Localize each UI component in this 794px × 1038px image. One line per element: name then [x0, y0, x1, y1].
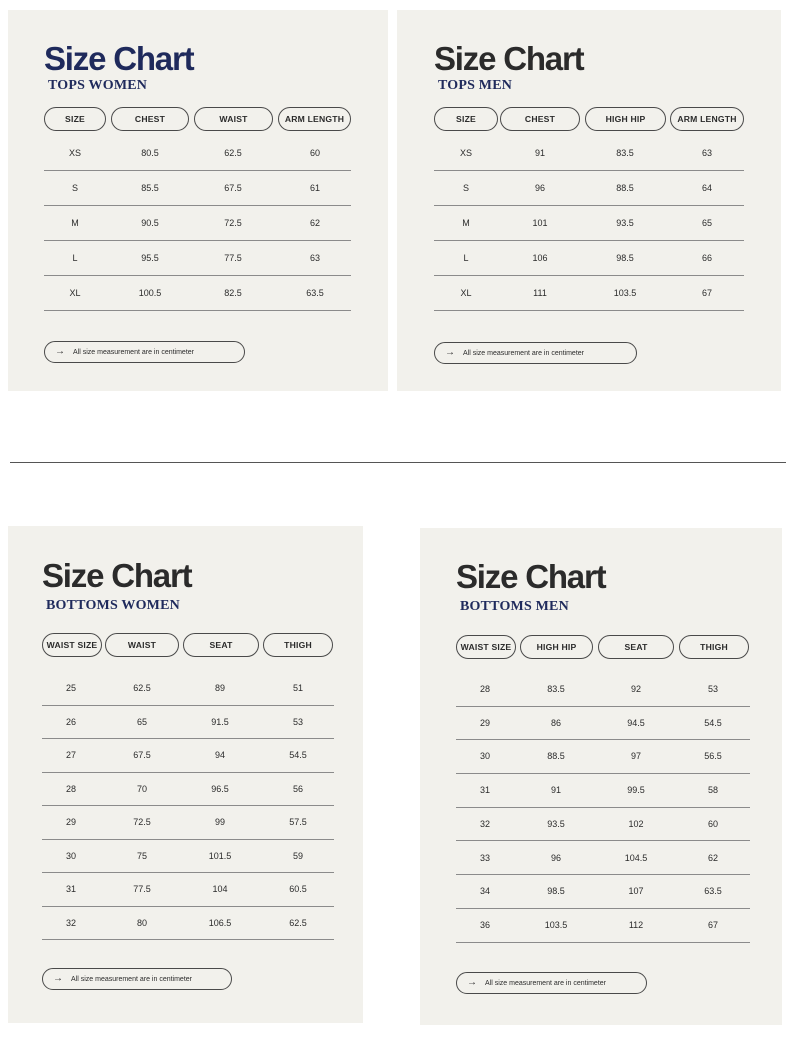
bottoms-men-card: [420, 528, 782, 1025]
table-cell: 63.5: [306, 288, 324, 298]
table-cell: 62: [309, 218, 321, 228]
table-cell: 34: [479, 886, 491, 897]
bottoms-women-header-waist: WAIST: [105, 633, 179, 657]
table-cell: 91: [534, 148, 546, 158]
tops-women-header-waist: WAIST: [194, 107, 273, 131]
table-row: [44, 206, 351, 241]
table-cell: 62: [707, 852, 719, 863]
table-cell: L: [72, 253, 78, 263]
table-cell: 60: [707, 818, 719, 829]
table-row: [44, 241, 351, 276]
table-row: [434, 136, 744, 171]
table-row: [456, 707, 750, 741]
row-divider: [456, 942, 750, 943]
table-cell: 32: [65, 917, 77, 928]
arrow-right-icon: →: [53, 973, 63, 984]
table-cell: 104.5: [624, 852, 648, 863]
bottoms-women-header-waist-size: WAIST SIZE: [42, 633, 102, 657]
bottoms-women-subtitle: BOTTOMS WOMEN: [46, 598, 180, 613]
table-cell: 98.5: [547, 886, 565, 897]
table-cell: 53: [292, 716, 304, 727]
table-cell: 29: [65, 817, 77, 827]
table-cell: 99.5: [627, 785, 645, 796]
table-cell: 83.5: [616, 148, 634, 158]
table-cell: 67: [701, 288, 713, 298]
bottoms-men-header-thigh: THIGH: [679, 635, 749, 659]
tops-men-subtitle: TOPS MEN: [438, 78, 513, 93]
unit-note-text: All size measurement are in centimeter: [463, 349, 584, 357]
table-row: [44, 276, 351, 311]
table-cell: 54.5: [289, 750, 307, 760]
table-cell: 103.5: [544, 919, 568, 930]
table-cell: 80.5: [141, 148, 159, 158]
table-cell: 91.5: [211, 716, 229, 727]
table-cell: XL: [69, 288, 81, 298]
table-cell: 51: [292, 683, 304, 693]
table-cell: 59: [292, 850, 304, 861]
table-cell: 96.5: [211, 783, 229, 794]
bottoms-women-unit-note: [42, 968, 232, 990]
table-cell: 93.5: [616, 218, 634, 228]
unit-note-text: All size measurement are in centimeter: [73, 348, 194, 356]
table-cell: 77.5: [224, 253, 242, 263]
section-divider: [10, 462, 786, 463]
table-cell: 65: [136, 716, 148, 727]
table-cell: 70: [136, 783, 148, 794]
table-cell: S: [71, 183, 79, 193]
table-cell: 102: [628, 818, 644, 829]
tops-women-header-size: SIZE: [44, 107, 106, 131]
bottoms-women-card: [8, 526, 363, 1023]
table-row: [434, 206, 744, 241]
table-cell: 63: [701, 148, 713, 158]
table-cell: L: [463, 253, 469, 263]
tops-women-card: [8, 10, 388, 391]
bottoms-women-header-thigh: THIGH: [263, 633, 333, 657]
table-row: [44, 136, 351, 171]
tops-men-header-arm-length: ARM LENGTH: [670, 107, 744, 131]
row-divider: [434, 310, 744, 311]
table-cell: 101.5: [208, 850, 232, 861]
table-cell: 83.5: [547, 684, 565, 694]
table-cell: 112: [628, 919, 644, 930]
table-cell: 72.5: [224, 218, 242, 228]
table-cell: 62.5: [133, 683, 151, 693]
tops-men-title: Size Chart: [434, 40, 584, 77]
table-cell: 56.5: [704, 751, 722, 762]
row-divider: [44, 310, 351, 311]
table-row: [42, 873, 334, 907]
table-cell: 63.5: [704, 886, 722, 897]
tops-women-header-chest: CHEST: [111, 107, 189, 131]
table-cell: 30: [65, 850, 77, 861]
bottoms-men-header-seat: SEAT: [598, 635, 674, 659]
table-cell: 93.5: [547, 818, 565, 829]
table-row: [456, 774, 750, 808]
table-cell: 97: [630, 751, 642, 762]
table-cell: 106.5: [208, 917, 232, 928]
table-cell: XL: [460, 288, 472, 298]
table-cell: 77.5: [133, 884, 151, 894]
table-cell: 53: [707, 684, 719, 694]
bottoms-men-subtitle: BOTTOMS MEN: [460, 599, 569, 614]
table-cell: 96: [534, 183, 546, 193]
unit-note-text: All size measurement are in centimeter: [71, 975, 192, 983]
table-row: [42, 739, 334, 773]
table-cell: 28: [65, 783, 77, 794]
table-cell: 67.5: [133, 750, 151, 760]
table-cell: 33: [479, 852, 491, 863]
tops-men-header-high-hip: HIGH HIP: [585, 107, 666, 131]
tops-women-subtitle: TOPS WOMEN: [48, 78, 148, 93]
table-cell: M: [71, 218, 79, 228]
table-row: [434, 241, 744, 276]
table-cell: 95.5: [141, 253, 159, 263]
table-cell: M: [462, 218, 470, 228]
table-cell: 36: [479, 919, 491, 930]
table-cell: 60: [309, 148, 321, 158]
arrow-right-icon: →: [55, 346, 65, 357]
table-cell: 107: [628, 886, 644, 897]
bottoms-women-header-seat: SEAT: [183, 633, 259, 657]
table-cell: S: [462, 183, 470, 193]
table-cell: 67.5: [224, 183, 242, 193]
table-cell: 57.5: [289, 817, 307, 827]
table-row: [42, 773, 334, 807]
table-cell: 26: [65, 716, 77, 727]
table-cell: XS: [459, 148, 473, 158]
table-row: [456, 673, 750, 707]
table-cell: 30: [479, 751, 491, 762]
table-cell: 88.5: [616, 183, 634, 193]
table-cell: 90.5: [141, 218, 159, 228]
table-cell: 104: [212, 884, 228, 894]
table-row: [42, 907, 334, 941]
table-cell: 60.5: [289, 884, 307, 894]
table-cell: 56: [292, 783, 304, 794]
table-cell: XS: [68, 148, 82, 158]
bottoms-men-unit-note: [456, 972, 647, 994]
table-cell: 94.5: [627, 717, 645, 728]
table-row: [456, 808, 750, 842]
table-cell: 91: [550, 785, 562, 796]
table-cell: 62.5: [289, 917, 307, 928]
table-cell: 32: [479, 818, 491, 829]
table-cell: 88.5: [547, 751, 565, 762]
tops-men-unit-note: [434, 342, 637, 364]
table-row: [42, 706, 334, 740]
table-cell: 54.5: [704, 717, 722, 728]
table-row: [456, 909, 750, 943]
table-cell: 92: [630, 684, 642, 694]
arrow-right-icon: →: [467, 977, 477, 988]
table-cell: 62.5: [224, 148, 242, 158]
table-cell: 25: [65, 683, 77, 693]
table-cell: 85.5: [141, 183, 159, 193]
table-row: [44, 171, 351, 206]
table-cell: 99: [214, 817, 226, 827]
table-cell: 27: [65, 750, 77, 760]
table-cell: 31: [479, 785, 491, 796]
table-row: [456, 842, 750, 876]
table-cell: 66: [701, 253, 713, 263]
table-cell: 80: [136, 917, 148, 928]
bottoms-men-header-waist-size: WAIST SIZE: [456, 635, 516, 659]
table-cell: 58: [707, 785, 719, 796]
table-cell: 75: [136, 850, 148, 861]
table-row: [456, 740, 750, 774]
table-cell: 86: [550, 717, 562, 728]
tops-men-header-chest: CHEST: [500, 107, 580, 131]
bottoms-men-header-high-hip: HIGH HIP: [520, 635, 593, 659]
table-cell: 82.5: [224, 288, 242, 298]
table-row: [434, 276, 744, 311]
tops-men-header-size: SIZE: [434, 107, 498, 131]
table-cell: 94: [214, 750, 226, 760]
table-cell: 100.5: [138, 288, 162, 298]
unit-note-text: All size measurement are in centimeter: [485, 979, 606, 987]
table-row: [42, 840, 334, 874]
table-cell: 103.5: [613, 288, 637, 298]
bottoms-men-title: Size Chart: [456, 558, 606, 595]
table-cell: 63: [309, 253, 321, 263]
tops-women-title: Size Chart: [44, 40, 194, 77]
arrow-right-icon: →: [445, 347, 455, 358]
tops-women-unit-note: [44, 341, 245, 363]
table-cell: 65: [701, 218, 713, 228]
table-row: [434, 171, 744, 206]
table-cell: 89: [214, 683, 226, 693]
table-cell: 61: [309, 183, 321, 193]
table-cell: 31: [65, 884, 77, 894]
table-cell: 98.5: [616, 253, 634, 263]
table-cell: 106: [532, 253, 548, 263]
table-cell: 101: [532, 218, 548, 228]
tops-men-card: [397, 10, 781, 391]
tops-women-header-arm-length: ARM LENGTH: [278, 107, 351, 131]
table-row: [456, 875, 750, 909]
table-row: [42, 672, 334, 706]
table-cell: 64: [701, 183, 713, 193]
table-cell: 111: [533, 288, 547, 298]
bottoms-women-title: Size Chart: [42, 557, 192, 594]
table-cell: 29: [479, 717, 491, 728]
table-cell: 96: [550, 852, 562, 863]
table-cell: 67: [707, 919, 719, 930]
table-row: [42, 806, 334, 840]
table-cell: 28: [479, 684, 491, 694]
table-cell: 72.5: [133, 817, 151, 827]
row-divider: [42, 939, 334, 940]
